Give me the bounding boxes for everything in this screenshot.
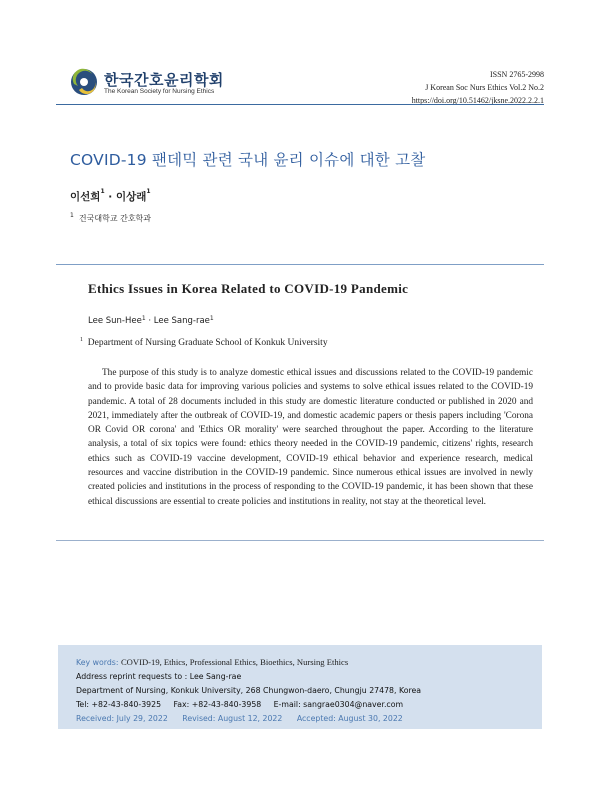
keywords: COVID-19, Ethics, Professional Ethics, Bioethics, Nursing Ethics xyxy=(120,657,349,667)
author-1-kr: 이선희 xyxy=(70,191,101,203)
author-separator: · xyxy=(148,316,152,326)
correspondence-address: Department of Nursing, Konkuk University, 268 Chungwon-daero, Chungju 27478, Korea xyxy=(76,686,422,695)
keywords-label: Key words: xyxy=(76,658,119,667)
received-date: Received: July 29, 2022 xyxy=(76,714,168,723)
affiliation-korean: $^1$ 건국대학교 간호학과 xyxy=(70,212,152,223)
author-2-en: Lee Sang-rae xyxy=(153,316,210,326)
section-divider xyxy=(56,264,544,265)
title-korean: COVID-19 팬데믹 관련 국내 윤리 이슈에 대한 고찰 xyxy=(70,151,426,169)
accepted-date: Accepted: August 30, 2022 xyxy=(296,714,403,723)
journal-meta xyxy=(412,68,544,107)
society-emblem-icon xyxy=(70,68,98,96)
article-info-box xyxy=(58,645,542,729)
author-1-en: Lee Sun-Hee xyxy=(88,316,142,326)
author-separator: · xyxy=(108,191,113,203)
society-name-kr: 한국간호윤리학회 xyxy=(104,71,224,89)
author-2-kr: 이상래 xyxy=(115,191,147,203)
society-name-en: The Korean Society for Nursing Ethics xyxy=(104,88,215,95)
contact-info: Tel: +82-43-840-3925 Fax: +82-43-840-3958 E-mail: sangrae0304@naver.com xyxy=(76,700,404,709)
authors-english: Lee Sun-Hee$^1$ · Lee Sang-rae$^1$ xyxy=(88,315,214,326)
article-dates xyxy=(76,714,415,723)
authors-korean: 이선희$^1$ · 이상래$^1$ xyxy=(70,188,151,203)
affiliation-english: $^1$ Department of Nursing Graduate School of Konkuk University xyxy=(80,337,328,348)
society-logo xyxy=(70,68,260,102)
title-english: Ethics Issues in Korea Related to COVID-19 Pandemic xyxy=(88,281,409,296)
doi-link[interactable]: https://doi.org/10.51462/jksne.2022.2.2.1 xyxy=(411,96,544,105)
keywords-line xyxy=(76,657,348,667)
reprint-requests: Address reprint requests to : Lee Sang-rae xyxy=(76,672,242,681)
journal-citation: J Korean Soc Nurs Ethics Vol.2 No.2 xyxy=(425,83,544,92)
revised-date: Revised: August 12, 2022 xyxy=(182,714,283,723)
header-divider xyxy=(56,104,544,105)
issn: ISSN 2765-2998 xyxy=(489,70,544,79)
abstract-text: The purpose of this study is to analyze domestic ethical issues and discussions related to the COVID-19 pandemic and to provide basic data for improving various policies and systems to solve ethical issues related to the COVID-19 pandemic. A total of 28 documents included in this study are domestic literature conducted or published in 2020 and 2021, immediately after the outbreak of COVID-19, and domestic academic papers or thesis papers including 'Corona OR Covid OR corona' and 'Ethics OR morality' were searched throughout the paper. According to the literature analysis, a total of six topics were found: ethics theory needed in the COVID-19 pandemic, citizens' rights, research ethics such as COVID-19 vaccine development, COVID-19 ethical behavior and experience research, medical resources and vaccine distribution in the COVID-19 pandemic. Since numerous ethical issues are involved in newly created policies and institutions in the process of responding to the COVID-19 pandemic, it has been shown that these ethical discussions are essential to create policies and institutions in reality, not stay at the theoretical level. xyxy=(88,368,533,507)
abstract-divider xyxy=(56,540,544,541)
